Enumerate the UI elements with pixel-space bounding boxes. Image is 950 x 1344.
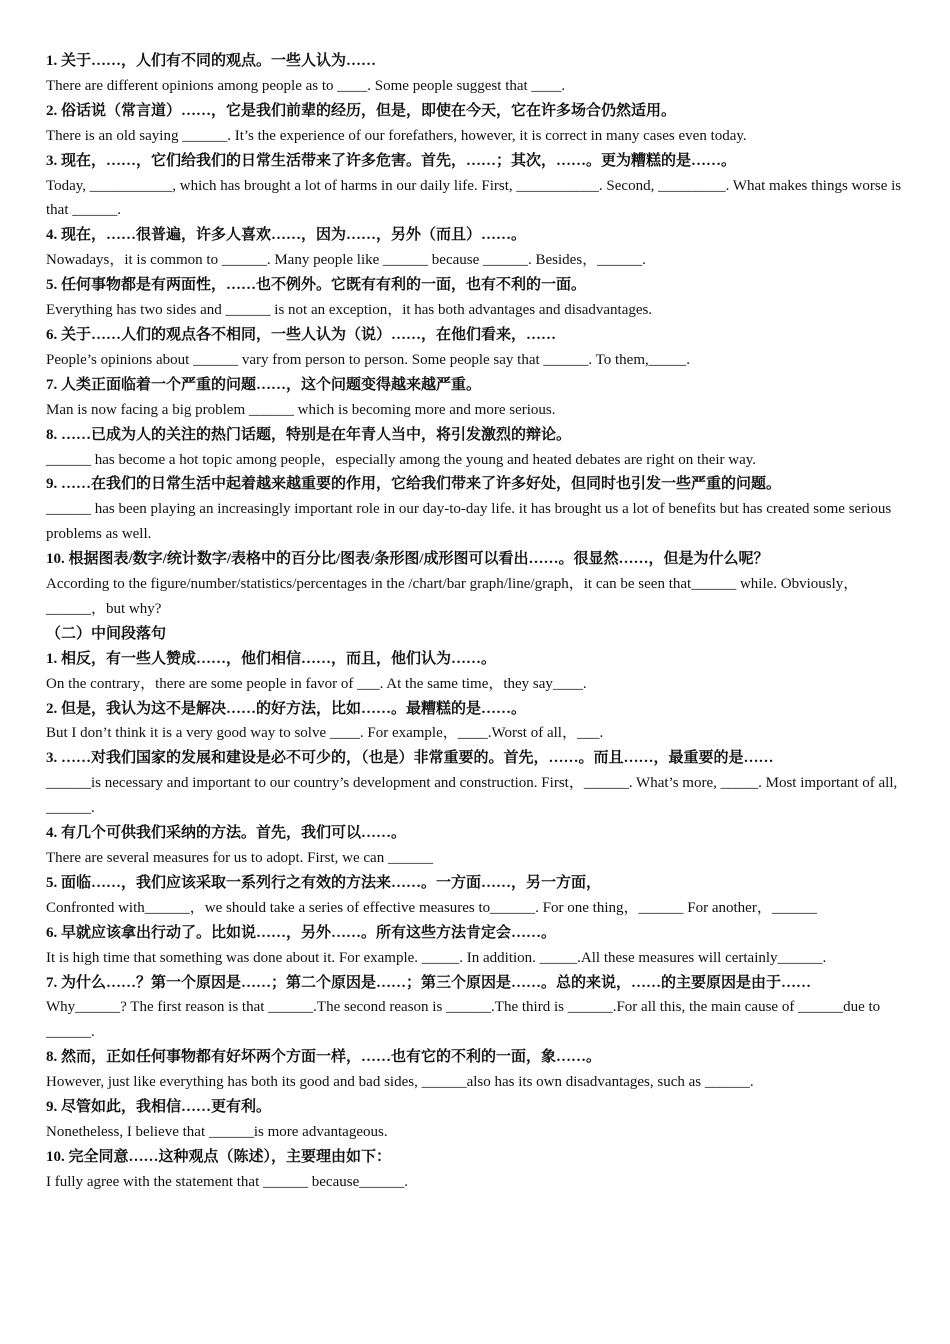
chinese-sentence: 早就应该拿出行动了。比如说……，另外……。所有这些方法肯定会……。 [61,924,557,941]
item-5-en: Everything has two sides and ______ is not an exception，it has both advantages and disadvantages. [46,302,653,319]
item-3-en: Today, ___________, which has brought a lot of harms in our daily life. First, ___________. Second, _________. What makes things worse is that ______. [46,177,902,219]
middle-item-8-en: However, just like everything has both its good and bad sides, ______also has its own disadvantages, such as ______. [46,1074,754,1091]
middle-item-3-en: ______is necessary and important to our country’s development and construction. First，______. What’s more, _____. Most important of all, ______. [46,775,898,817]
middle-item-6-zh [46,921,906,946]
chinese-sentence: 尽管如此，我相信……更有利。 [61,1099,272,1116]
item-8-zh [46,423,906,448]
chinese-sentence: 俗话说（常言道）……，它是我们前辈的经历，但是，即使在今天，它在许多场合仍然适用。 [61,102,677,119]
middle-item-4-zh [46,821,906,846]
chinese-sentence: 关于……人们的观点各不相同，一些人认为（说）……，在他们看来，…… [61,326,557,343]
middle-item-1-en: On the contrary，there are some people in favor of ___. At the same time，they say____. [46,675,587,692]
section-title-middle-paragraph: （二）中间段落句 [46,625,167,642]
item-9-en: ______ has been playing an increasingly important role in our day-to-day life. it has brought us a lot of benefits but has created some serious problems as well. [46,501,892,543]
item-number: 1. [46,650,58,667]
item-1-zh [46,49,906,74]
item-6-en: People’s opinions about ______ vary from person to person. Some people say that ______. To them,_____. [46,351,691,368]
middle-item-7-en: Why______? The first reason is that ______.The second reason is ______.The third is ______.For all this, the main cause of ______due to ______. [46,999,881,1041]
middle-item-3-zh [46,746,906,771]
chinese-sentence: 面临……，我们应该采取一系列行之有效的方法来……。一方面……，另一方面， [61,874,602,891]
chinese-sentence: 但是，我认为这不是解决……的好方法，比如……。最糟糕的是……。 [61,700,527,717]
chinese-sentence: 现在，……，它们给我们的日常生活带来了许多危害。首先，……；其次，……。更为糟糕的是……。 [61,152,737,169]
item-number: 6. [46,326,58,343]
chinese-sentence: ……对我们国家的发展和建设是必不可少的，（也是）非常重要的。首先，……。而且……，最重要的是…… [61,750,774,767]
item-number: 1. [46,53,58,69]
middle-item-5-en: Confronted with______，we should take a series of effective measures to______. For one thing，______ For another，______ [46,899,817,916]
item-4-en: Nowadays，it is common to ______. Many people like ______ because ______. Besides，______. [46,252,646,269]
item-3-zh [46,149,906,174]
chinese-sentence: ……在我们的日常生活中起着越来越重要的作用，它给我们带来了许多好处，但同时也引发一些严重的问题。 [61,476,782,493]
item-number: 8. [46,1049,58,1066]
item-number: 4. [46,227,58,244]
document-page [46,49,906,1195]
middle-item-2-zh [46,697,906,722]
item-number: 9. [46,476,58,493]
item-7-zh [46,373,906,398]
chinese-sentence: 完全同意……这种观点（陈述），主要理由如下： [68,1148,392,1165]
middle-item-1-zh [46,647,906,672]
middle-item-4-en: There are several measures for us to adopt. First, we can ______ [46,850,433,866]
item-number: 4. [46,825,58,842]
item-9-zh [46,472,906,497]
item-number: 5. [46,277,58,294]
item-2-zh [46,99,906,124]
middle-item-5-zh [46,871,906,896]
item-number: 2. [46,102,58,119]
item-number: 3. [46,750,58,767]
chinese-sentence: ……已成为人的关注的热门话题，特别是在年青人当中，将引发激烈的辩论。 [61,426,572,443]
chinese-sentence: 人类正面临着一个严重的问题……，这个问题变得越来越严重。 [61,376,482,393]
item-7-en: Man is now facing a big problem ______ which is becoming more and more serious. [46,401,556,418]
item-1-en: There are different opinions among people as to ____. Some people suggest that ____. [46,77,566,94]
item-10-en: According to the figure/number/statistics/percentages in the /chart/bar graph/line/graph，it can be seen that______ while. Obviously，______，but why? [46,576,859,617]
middle-item-6-en: It is high time that something was done about it. For example. _____. In addition. _____.All these measures will certainly______. [46,949,827,966]
chinese-sentence: 为什么……？第一个原因是……；第二个原因是……；第三个原因是……。总的来说，……的主要原因是由于…… [61,974,812,991]
chinese-sentence: 任何事物都是有两面性，……也不例外。它既有有利的一面，也有不利的一面。 [61,277,587,294]
item-number: 7. [46,376,58,393]
item-number: 6. [46,924,58,941]
middle-item-2-en: But I don’t think it is a very good way to solve ____. For example，____.Worst of all，___. [46,725,604,742]
item-5-zh [46,273,906,298]
item-number: 5. [46,874,58,891]
chinese-sentence: 关于……，人们有不同的观点。一些人认为…… [61,53,377,69]
item-number: 8. [46,426,58,443]
item-number: 3. [46,152,58,169]
chinese-sentence: 然而，正如任何事物都有好坏两个方面一样，……也有它的不利的一面，象……。 [61,1049,602,1066]
chinese-sentence: 有几个可供我们采纳的方法。首先，我们可以……。 [61,825,407,842]
item-number: 10. [46,551,65,568]
item-6-zh [46,323,906,348]
item-number: 2. [46,700,58,717]
item-4-zh [46,223,906,248]
middle-item-7-zh [46,971,906,996]
item-10-zh [46,547,906,572]
item-number: 7. [46,974,58,991]
item-number: 10. [46,1148,65,1165]
chinese-sentence: 现在，……很普遍，许多人喜欢……，因为……，另外（而且）……。 [61,227,527,244]
item-8-en: ______ has become a hot topic among people，especially among the young and heated debates are right on their way. [46,451,757,468]
middle-item-8-zh [46,1045,906,1070]
chinese-sentence: 相反，有一些人赞成……，他们相信……，而且，他们认为……。 [61,650,497,667]
chinese-sentence: 根据图表/数字/统计数字/表格中的百分比/图表/条形图/成形图可以看出……。很显然……，但是为什么呢？ [68,551,769,568]
item-2-en: There is an old saying ______. It’s the experience of our forefathers, however, it is correct in many cases even today. [46,127,747,144]
middle-item-10-en: I fully agree with the statement that ______ because______. [46,1173,408,1190]
middle-item-9-en: Nonetheless, I believe that ______is more advantageous. [46,1123,388,1140]
item-number: 9. [46,1099,58,1116]
middle-item-10-zh [46,1145,906,1170]
middle-item-9-zh [46,1095,906,1120]
